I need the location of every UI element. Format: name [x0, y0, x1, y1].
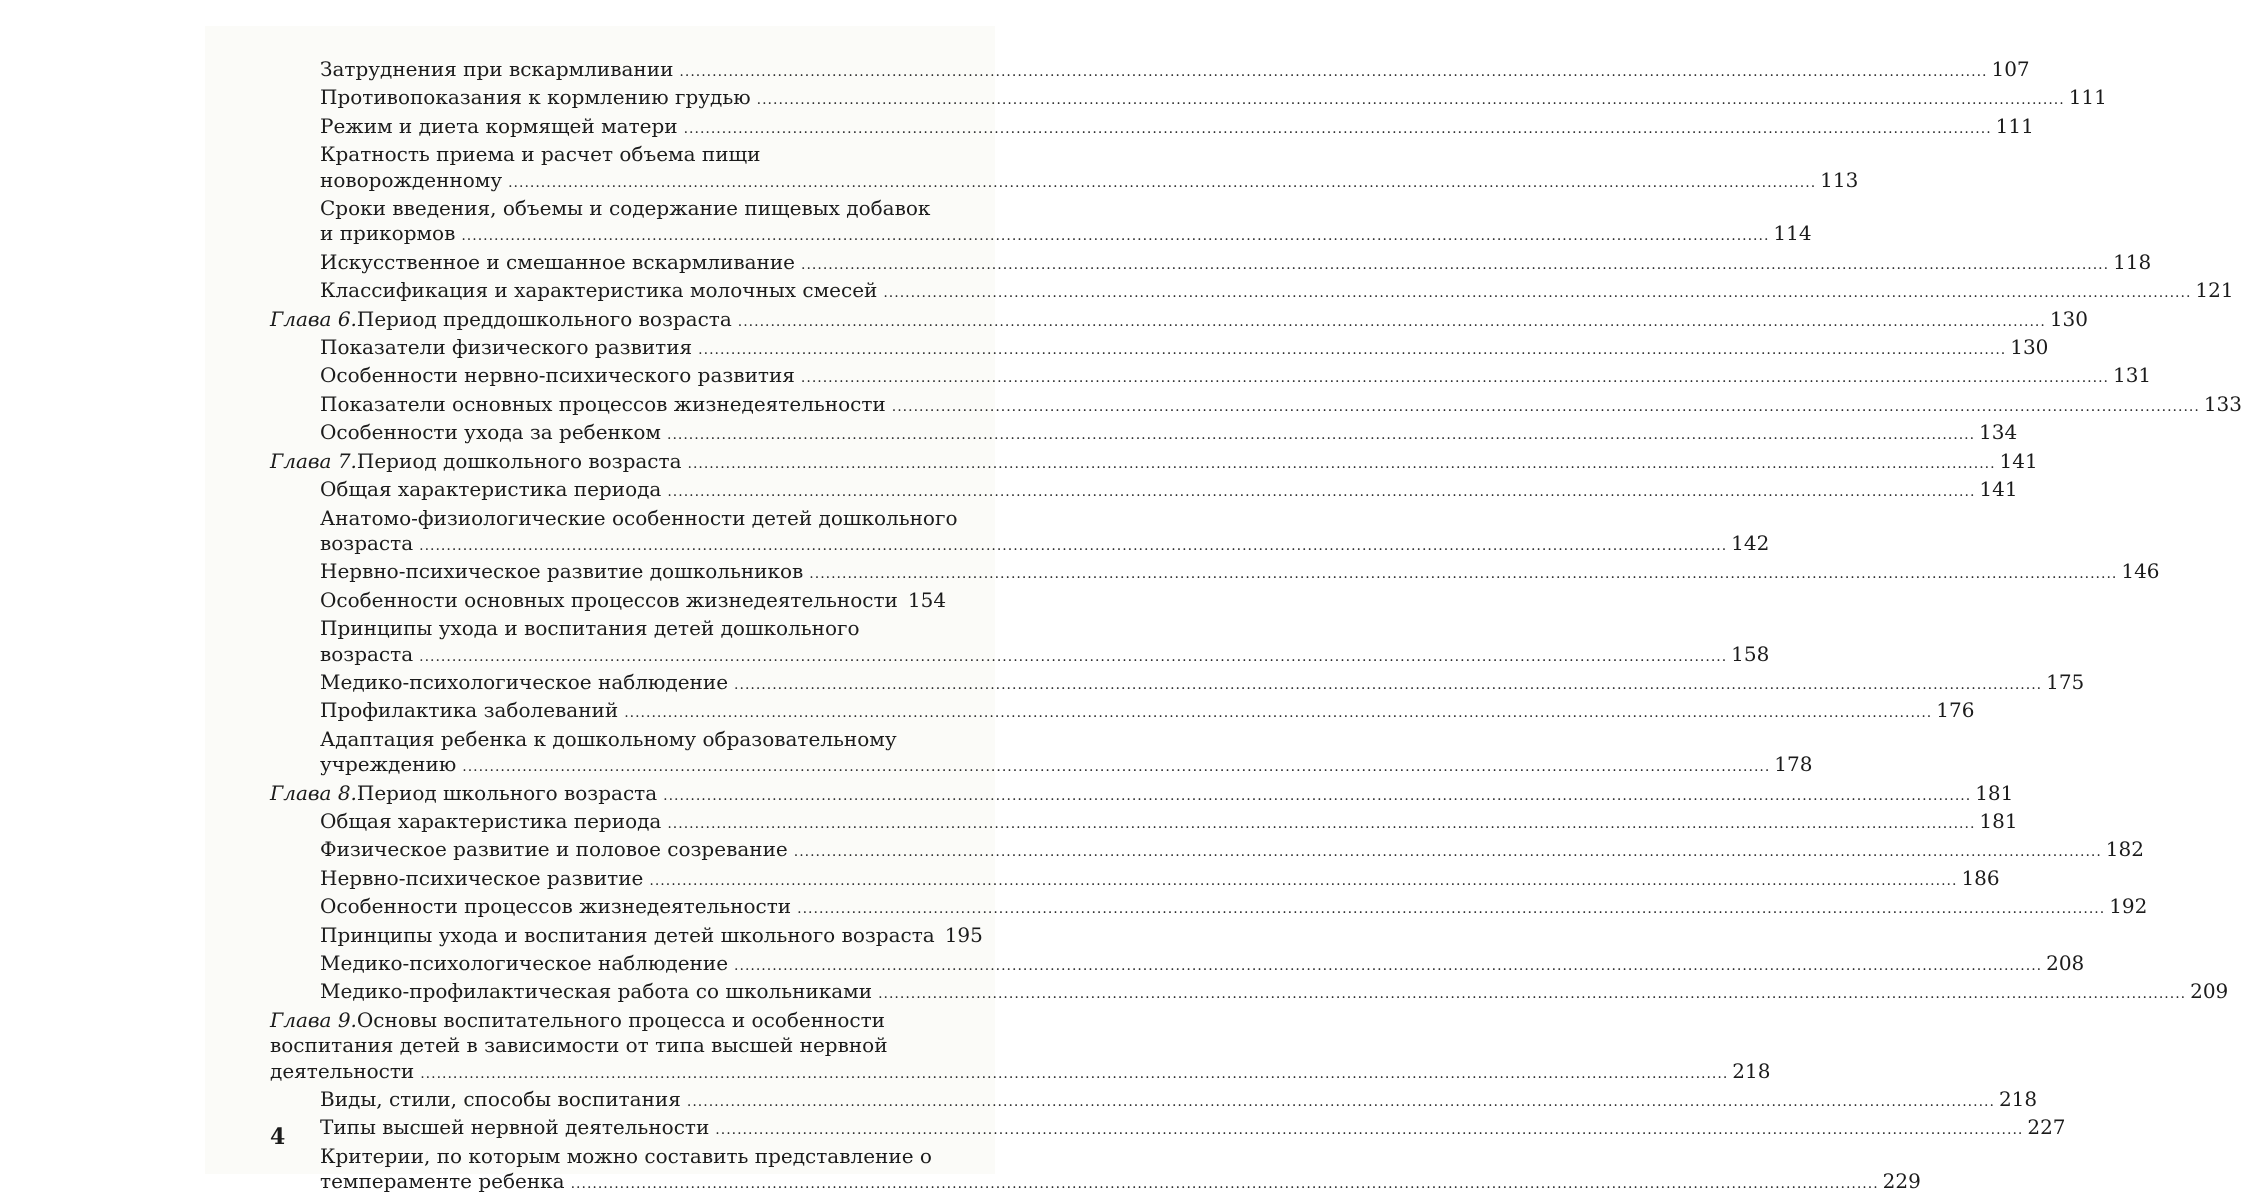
toc-page-number: 113 [1820, 167, 1859, 192]
toc-page-number: 192 [2109, 894, 2148, 919]
toc-entry-title: воспитания детей в зависимости от типа высшей нервной [270, 1033, 888, 1058]
toc-page-number: 130 [2049, 306, 2089, 331]
toc-entry-line [320, 363, 2152, 391]
dot-leader: ................................................................................................................................................................................................................................................ [891, 398, 2200, 415]
toc-entry-title: темпераменте ребенка [320, 1169, 565, 1194]
toc-section-entry [270, 1143, 1921, 1198]
toc-entry-line [320, 727, 945, 752]
chapter-label: Глава 6. [270, 306, 357, 331]
dot-leader: ................................................................................................................................................................................................................................................ [809, 566, 2118, 583]
toc-entry-line [320, 391, 2242, 420]
toc-entry-title: и прикормов [320, 221, 456, 246]
toc-page-number: 208 [2046, 951, 2085, 975]
dot-leader: ................................................................................................................................................................................................................................................ [667, 815, 1976, 832]
dot-leader: ................................................................................................................................................................................................................................................ [683, 120, 1992, 137]
toc-entry-line [320, 1087, 2038, 1115]
toc-section-entry [270, 559, 2160, 587]
toc-page-number: 146 [2121, 559, 2160, 584]
toc-section-entry [270, 951, 2085, 979]
toc-entry-line [270, 780, 2014, 809]
toc-section-entry [270, 113, 2034, 142]
toc-entry-line [320, 142, 945, 167]
page-number: 4 [270, 1124, 286, 1150]
chapter-label: Глава 8. [270, 780, 357, 805]
toc-entry-title: Основы воспитательного процесса и особенности [356, 1007, 886, 1032]
toc-entry-title: Режим и диета кормящей матери [320, 113, 678, 138]
toc-entry-title: Типы высшей нервной деятельности [320, 1115, 710, 1140]
toc-entry-line [320, 559, 2160, 587]
toc-section-entry [270, 420, 2018, 448]
toc-section-entry [270, 85, 2107, 113]
toc-section-entry [270, 391, 2242, 420]
dot-leader: ................................................................................................................................................................................................................................................ [624, 705, 1933, 722]
toc-entry-title: Противопоказания к кормлению грудью [320, 85, 751, 110]
toc-section-entry [270, 1087, 2038, 1115]
toc-page-number: 111 [1995, 113, 2034, 138]
toc-page-number: 130 [2010, 335, 2049, 360]
toc-section-entry [270, 894, 2148, 922]
toc-entry-line [270, 448, 2038, 477]
toc-entry-title: Виды, стили, способы воспитания [320, 1087, 681, 1112]
dot-leader: ................................................................................................................................................................................................................................................ [687, 455, 1996, 472]
dot-leader: ................................................................................................................................................................................................................................................ [420, 1065, 1729, 1082]
dot-leader: ................................................................................................................................................................................................................................................ [663, 787, 1972, 804]
toc-page-number: 133 [2203, 391, 2242, 416]
toc-entry-line [320, 249, 2152, 278]
toc-page-number: 141 [1999, 448, 2038, 473]
dot-leader: ................................................................................................................................................................................................................................................ [462, 759, 1771, 776]
dot-leader: ................................................................................................................................................................................................................................................ [878, 986, 2187, 1003]
toc-entry-title: Особенности ухода за ребенком [320, 420, 661, 445]
toc-page-number: 114 [1773, 221, 1812, 246]
dot-leader: ................................................................................................................................................................................................................................................ [793, 844, 2102, 861]
toc-entry-line [320, 113, 2034, 142]
toc-entry-title: учреждению [320, 752, 457, 777]
toc-section-entry [270, 249, 2152, 278]
dot-leader: ................................................................................................................................................................................................................................................ [419, 648, 1728, 665]
toc-entry-title: Физическое развитие и половое созревание [320, 837, 788, 862]
toc-entry-line [320, 167, 1859, 196]
toc-entry-line [320, 335, 2049, 363]
toc-section-entry [270, 142, 1859, 196]
toc-entry-line [320, 669, 2085, 698]
toc-page-number: 134 [1979, 420, 2018, 445]
toc-section-entry [270, 726, 1813, 781]
toc-entry-title: Искусственное и смешанное вскармливание [320, 249, 796, 274]
toc-page-number: 229 [1882, 1169, 1921, 1194]
dot-leader: ................................................................................................................................................................................................................................................ [508, 174, 1817, 191]
toc-entry-line [320, 698, 1975, 726]
toc-entry-title: Период дошкольного возраста [356, 448, 682, 473]
toc-page-number: 181 [1975, 780, 2014, 805]
toc-page-number: 175 [2046, 669, 2085, 694]
chapter-label: Глава 9. [270, 1007, 357, 1032]
toc-page-number: 218 [1732, 1058, 1771, 1083]
toc-entry-title: Сроки введения, объемы и содержание пищевых добавок [320, 196, 931, 221]
toc-page-number: 107 [1991, 57, 2030, 81]
dot-leader: ................................................................................................................................................................................................................................................ [570, 1176, 1879, 1193]
toc-section-entry [270, 335, 2049, 363]
toc-entry-line [320, 588, 945, 616]
toc-section-entry [270, 669, 2085, 698]
toc-entry-title: Общая характеристика периода [320, 477, 662, 502]
toc-section-entry [270, 922, 983, 951]
dot-leader: ................................................................................................................................................................................................................................................ [667, 484, 1976, 501]
toc-entry-title: Период преддошкольного возраста [356, 306, 732, 331]
toc-entry-title: Принципы ухода и воспитания детей дошкольного [320, 616, 860, 641]
toc-entry-title: Медико-профилактическая работа со школьниками [320, 979, 873, 1004]
dot-leader: ................................................................................................................................................................................................................................................ [734, 676, 2043, 693]
dot-leader: ................................................................................................................................................................................................................................................ [419, 537, 1728, 554]
toc-section-entry [270, 57, 2030, 85]
toc-entry-line [270, 1058, 1771, 1087]
toc-section-entry [270, 979, 2229, 1007]
dot-leader: ................................................................................................................................................................................................................................................ [734, 958, 2043, 974]
toc-entry-title: деятельности [270, 1058, 415, 1083]
toc-page-number: 186 [1961, 865, 2000, 890]
toc-page-number: 209 [2190, 979, 2229, 1004]
toc-entry-title: возраста [320, 530, 414, 555]
toc-page-number: 111 [2068, 85, 2107, 110]
dot-leader: ................................................................................................................................................................................................................................................ [461, 228, 1770, 245]
toc-section-entry [270, 363, 2152, 391]
toc-page-number: 181 [1979, 808, 2018, 833]
toc-entry-line [320, 1115, 2066, 1143]
toc-entry-line [270, 306, 2089, 335]
dot-leader: ................................................................................................................................................................................................................................................ [649, 872, 1958, 889]
dot-leader: ................................................................................................................................................................................................................................................ [667, 427, 1976, 444]
toc-section-entry [270, 865, 2000, 894]
toc-entry-line [320, 808, 2018, 837]
toc-entry-title: Классификация и характеристика молочных смесей [320, 278, 878, 303]
toc-entry-line [320, 420, 2018, 448]
toc-entry-title: Показатели основных процессов жизнедеятельности [320, 391, 886, 416]
toc-entry-title: Особенности процессов жизнедеятельности [320, 894, 792, 919]
dot-leader: ................................................................................................................................................................................................................................................ [686, 1094, 1995, 1111]
toc-entry-title: Адаптация ребенка к дошкольному образовательному [320, 726, 897, 751]
toc-section-entry [270, 837, 2144, 865]
toc-entry-title: Анатомо-физиологические особенности детей дошкольного [320, 505, 958, 530]
toc-entry-line [320, 641, 1770, 670]
toc-entry-title: Профилактика заболеваний [320, 698, 619, 723]
toc-entry-title: Принципы ухода и воспитания детей школьного возраста [320, 922, 935, 947]
dot-leader: ................................................................................................................................................................................................................................................ [800, 370, 2109, 387]
toc-page-number: 158 [1731, 641, 1770, 666]
dot-leader: ................................................................................................................................................................................................................................................ [797, 901, 2106, 918]
toc-entry-title: Медико-психологическое наблюдение [320, 951, 729, 975]
toc-entry-title: Затруднения при вскармливании [320, 57, 674, 81]
toc-entry-line [320, 865, 2000, 894]
toc-page-number: 195 [944, 922, 983, 947]
toc-page-number: 182 [2105, 837, 2144, 862]
toc-entry-line [270, 1008, 945, 1033]
toc-entry-line [320, 278, 2234, 306]
toc-entry-line [320, 530, 1770, 559]
toc-entry-title: Критерии, по которым можно составить представление о [320, 1143, 932, 1168]
toc-page-number: 142 [1731, 530, 1770, 555]
toc-section-entry [270, 698, 1975, 726]
toc-entry-title: Показатели физического развития [320, 335, 693, 360]
dot-leader: ................................................................................................................................................................................................................................................ [679, 64, 1988, 80]
dot-leader: ................................................................................................................................................................................................................................................ [715, 1122, 2024, 1139]
toc-entry-title: возраста [320, 641, 414, 666]
toc-page-number: 218 [1998, 1087, 2038, 1112]
toc-entry-line [320, 221, 1812, 249]
table-of-contents [270, 57, 2242, 1198]
toc-page-number: 141 [1979, 477, 2018, 502]
toc-page-number: 131 [2112, 363, 2152, 388]
toc-entry-title: Общая характеристика периода [320, 808, 662, 833]
toc-entry-line [320, 951, 2085, 979]
toc-entry-line [320, 196, 945, 221]
toc-entry-line [320, 837, 2144, 865]
toc-entry-title: Кратность приема и расчет объема пищи [320, 142, 761, 167]
dot-leader: ................................................................................................................................................................................................................................................ [698, 342, 2007, 359]
dot-leader: ................................................................................................................................................................................................................................................ [883, 285, 2192, 302]
toc-entry-line [270, 1033, 945, 1058]
dot-leader: ................................................................................................................................................................................................................................................ [737, 313, 2046, 330]
toc-entry-title: Нервно-психическое развитие [320, 865, 644, 890]
toc-entry-line [320, 752, 1813, 780]
toc-section-entry [270, 808, 2018, 837]
toc-section-entry [270, 196, 1812, 250]
toc-page-number: 121 [2195, 278, 2234, 303]
toc-chapter-entry [270, 1007, 1771, 1087]
chapter-label: Глава 7. [270, 448, 357, 473]
toc-entry-line [320, 979, 2229, 1007]
toc-chapter-entry [270, 306, 2089, 335]
toc-entry-title: Особенности нервно-психического развития [320, 363, 795, 388]
toc-entry-line [320, 616, 945, 641]
toc-section-entry [270, 1115, 2066, 1143]
toc-page-number: 178 [1774, 752, 1813, 777]
toc-section-entry [270, 477, 2018, 505]
toc-entry-line [320, 1169, 1921, 1197]
toc-entry-line [320, 1144, 945, 1169]
toc-entry-line [320, 477, 2018, 505]
toc-entry-line [320, 505, 958, 531]
toc-entry-line [320, 57, 2030, 85]
toc-section-entry [270, 505, 1770, 560]
toc-section-entry [270, 616, 1770, 670]
toc-entry-title: новорожденному [320, 167, 503, 192]
toc-section-entry [270, 278, 2234, 306]
toc-chapter-entry [270, 780, 2014, 809]
toc-page-number: 176 [1936, 698, 1975, 723]
toc-chapter-entry [270, 448, 2038, 477]
toc-entry-line [320, 922, 983, 951]
toc-page-number: 227 [2027, 1115, 2066, 1140]
toc-entry-line [320, 894, 2148, 922]
toc-entry-title: Особенности основных процессов жизнедеятельности [320, 587, 898, 612]
toc-entry-title: Нервно-психическое развитие дошкольников [320, 559, 804, 584]
toc-entry-line [320, 85, 2107, 113]
toc-entry-title: Медико-психологическое наблюдение [320, 669, 729, 694]
toc-page-number: 154 [907, 587, 947, 612]
toc-entry-title: Период школьного возраста [356, 780, 658, 805]
toc-page-number: 118 [2113, 249, 2152, 274]
dot-leader: ................................................................................................................................................................................................................................................ [756, 92, 2065, 109]
toc-section-entry [270, 588, 945, 616]
dot-leader: ................................................................................................................................................................................................................................................ [801, 256, 2110, 273]
